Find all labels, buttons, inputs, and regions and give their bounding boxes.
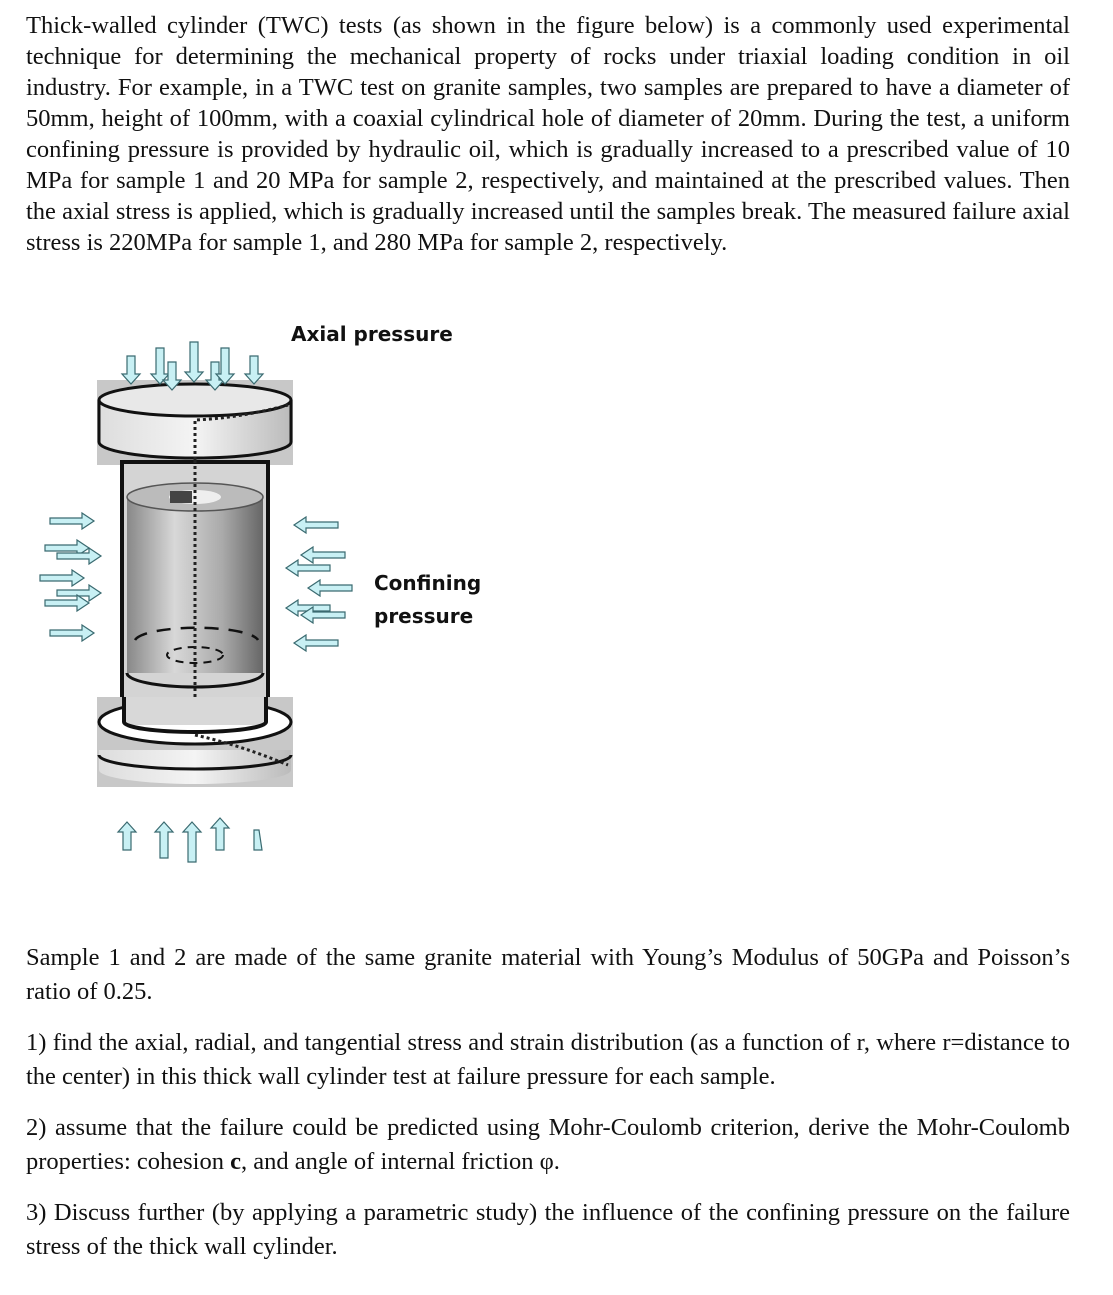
cohesion-symbol: c [230, 1148, 241, 1175]
bottom-platen [97, 697, 293, 787]
material-paragraph: Sample 1 and 2 are made of the same granite material with Young’s Modulus of 50GPa and Poisson’s ratio of 0.25. [26, 944, 1070, 1005]
question-1: 1) find the axial, radial, and tangential stress and strain distribution (as a function of r, where r=distance to the center) in this thick wall cylinder test at failure pressure for each sample. [26, 1029, 1070, 1090]
question-2-text: 2) assume that the failure could be predicted using Mohr-Coulomb criterion, derive the Mohr-Coulomb properties: cohesion [26, 1114, 1070, 1175]
question-3: 3) Discuss further (by applying a parametric study) the influence of the confining pressure on the failure stress of the thick wall cylinder. [26, 1199, 1070, 1260]
question-2-end: . [553, 1148, 560, 1175]
intro-paragraph: Thick-walled cylinder (TWC) tests (as shown in the figure below) is a commonly used experimental technique for determining the mechanical property of rocks under triaxial loading condition in oil industry. For example, in a TWC test on granite samples, two samples are prepared to have a diameter of 50mm, height of 100mm, with a coaxial cylindrical hole of diameter of 20mm. During the test, a uniform confining pressure is provided by hydraulic oil, which is gradually increased to a prescribed value of 10 MPa for sample 1 and 20 MPa for sample 2, respectively, and maintained at the prescribed values. Then the axial stress is applied, which is gradually increased until the samples break. The measured failure axial stress is 220MPa for sample 1, and 280 MPa for sample 2, respectively. [26, 12, 1070, 256]
axial-pressure-label: Axial pressure [291, 322, 453, 346]
top-platen [97, 380, 293, 465]
confining-pressure-label-line1: Confining [374, 571, 482, 595]
axial-arrows-bottom [118, 818, 262, 862]
confining-arrows-left [40, 513, 101, 641]
question-2 [26, 1111, 1070, 1179]
question-2-text-mid: , and angle of internal friction [241, 1148, 540, 1175]
friction-angle-symbol: φ [539, 1148, 554, 1175]
confining-pressure-label-line2: pressure [374, 604, 474, 628]
confining-arrows-right [286, 517, 352, 651]
